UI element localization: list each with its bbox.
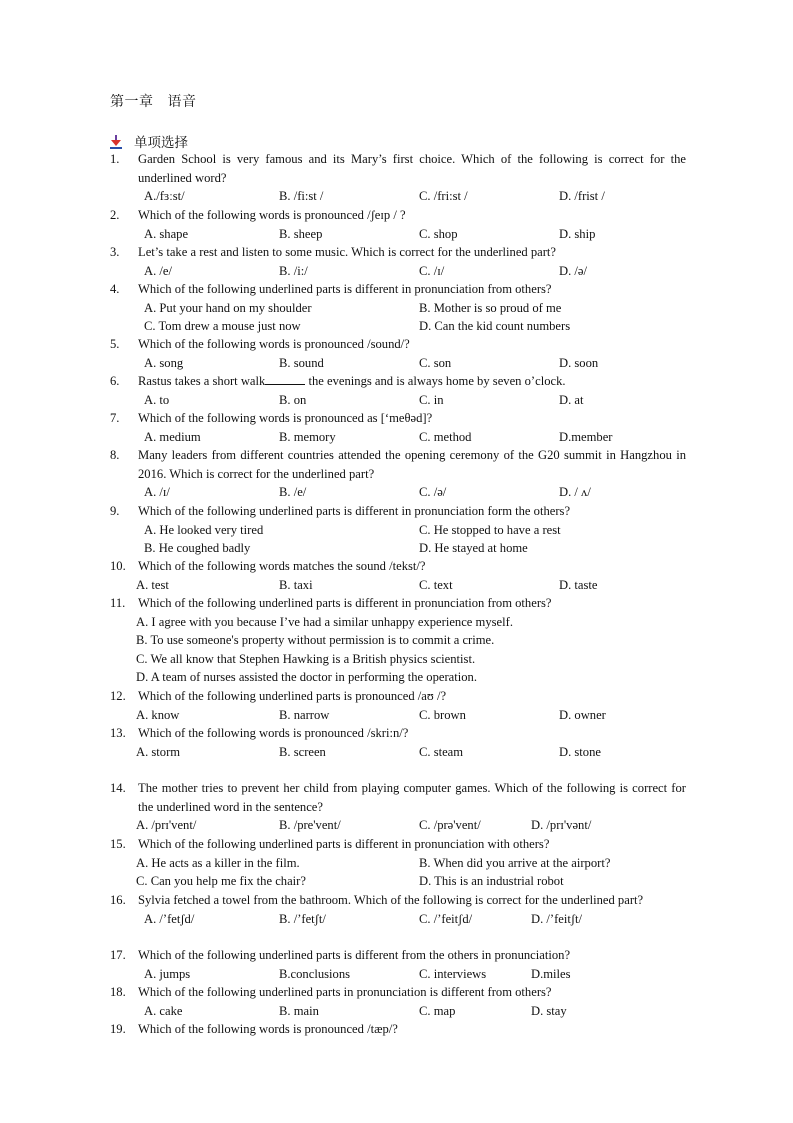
question-16 (110, 891, 686, 928)
question-number: 12. (110, 689, 126, 703)
question-12 (110, 687, 686, 724)
option-a: A. test (136, 577, 169, 592)
option-a: A. cake (144, 1003, 183, 1018)
option-d: D.miles (531, 966, 571, 981)
option-c: C. in (419, 392, 444, 407)
option-a: A. song (144, 355, 184, 370)
option-c: C. /’feitʃd/ (419, 911, 473, 926)
option-c: C. /prə'vent/ (419, 818, 481, 833)
option-c: C. Tom drew a mouse just now (144, 319, 301, 334)
option-d: D. /’feitʃt/ (531, 911, 583, 926)
option-b: B. To use someone's property without permission is to commit a crime. (136, 633, 495, 648)
question-stem: Which of the following underlined parts in pronunciation is different from others? (138, 985, 552, 999)
option-c: C. /ɪ/ (419, 263, 445, 278)
option-a: A. /’fetʃd/ (144, 911, 195, 926)
question-19 (110, 1020, 686, 1039)
option-b: B. He coughed badly (144, 541, 251, 556)
option-c: C. We all know that Stephen Hawking is a British physics scientist. (136, 651, 476, 666)
question-number: 14. (110, 781, 126, 795)
chapter-name: 语音 (167, 95, 197, 110)
question-number: 2. (110, 208, 120, 222)
question-stem: Which of the following words matches the sound /tekst/? (138, 559, 426, 573)
question-7 (110, 409, 686, 446)
option-b: B. main (279, 1003, 319, 1018)
option-c: C. interviews (419, 966, 487, 981)
option-b: B. narrow (279, 707, 330, 722)
question-number: 11. (110, 596, 126, 610)
option-a: A. medium (144, 429, 201, 444)
question-stem (138, 372, 686, 391)
question-stem: Garden School is very famous and its Mary’s first choice. Which of the following is correct for the underlined word? (138, 152, 686, 185)
option-d: D. ship (559, 226, 596, 241)
section-heading (110, 131, 188, 151)
question-number: 17. (110, 948, 126, 962)
option-b: B. taxi (279, 577, 313, 592)
question-1 (110, 150, 686, 206)
stem-part-b: the evenings and is always home by seven o’clock. (305, 374, 566, 388)
question-8 (110, 446, 686, 502)
question-stem: Many leaders from different countries attended the opening ceremony of the G20 summit in Hangzhou in 2016. Which is correct for the underlined part? (138, 448, 686, 481)
question-number: 1. (110, 152, 120, 166)
question-number: 5. (110, 337, 120, 351)
option-a: A. He acts as a killer in the film. (136, 855, 300, 870)
option-d: D. taste (559, 577, 598, 592)
option-b: B. sheep (279, 226, 323, 241)
question-stem: Which of the following words is pronounced /ʃeɪp / ? (138, 208, 406, 222)
section-label: 单项选择 (134, 135, 188, 150)
option-b: B. When did you arrive at the airport? (419, 855, 611, 870)
question-stem: Which of the following underlined parts is different in pronunciation from others? (138, 282, 552, 296)
question-number: 3. (110, 245, 120, 259)
option-b: B. /e/ (279, 485, 307, 500)
option-b: B. /fi:st / (279, 189, 324, 204)
question-number: 15. (110, 837, 126, 851)
option-c: C. /ə/ (419, 485, 447, 500)
option-a: A. He looked very tired (144, 522, 264, 537)
stem-part-a: Rastus takes a short walk (138, 374, 266, 388)
question-5 (110, 335, 686, 372)
option-b: B.conclusions (279, 966, 351, 981)
question-stem: Which of the following words is pronounced /sound/? (138, 337, 410, 351)
question-number: 4. (110, 282, 120, 296)
question-4 (110, 280, 686, 336)
option-b: B. on (279, 392, 307, 407)
option-d: D. A team of nurses assisted the doctor in performing the operation. (136, 670, 478, 685)
option-b: B. /i:/ (279, 263, 308, 278)
question-number: 19. (110, 1022, 126, 1036)
option-b: B. Mother is so proud of me (419, 300, 562, 315)
option-d: D. This is an industrial robot (419, 874, 564, 889)
question-9 (110, 502, 686, 558)
question-number: 9. (110, 504, 120, 518)
option-c: C. method (419, 429, 472, 444)
option-b: B. memory (279, 429, 336, 444)
question-stem: Which of the following underlined parts is different from the others in pronunciation? (138, 948, 571, 962)
question-stem: Which of the following underlined parts is different in pronunciation form the others? (138, 504, 571, 518)
question-number: 16. (110, 893, 126, 907)
option-c: C. shop (419, 226, 458, 241)
option-d: D. /frist / (559, 189, 605, 204)
option-d: D. /ə/ (559, 263, 587, 278)
question-stem: Let’s take a rest and listen to some music. Which is correct for the underlined part? (138, 245, 557, 259)
chapter-title (110, 91, 197, 111)
option-a: A. shape (144, 226, 189, 241)
option-a: A. know (136, 707, 180, 722)
question-stem: Which of the following underlined parts is different in pronunciation with others? (138, 837, 550, 851)
option-a: A. /prɪ'vent/ (136, 818, 197, 833)
option-a: A. jumps (144, 966, 191, 981)
question-13 (110, 724, 686, 761)
question-stem: Which of the following underlined parts is different in pronunciation from others? (138, 596, 552, 610)
option-d: D. /prɪ'vənt/ (531, 818, 592, 833)
option-c: C. Can you help me fix the chair? (136, 874, 306, 889)
question-stem: Sylvia fetched a towel from the bathroom. Which of the following is correct for the underlined part? (138, 893, 644, 907)
option-b: B. /pre'vent/ (279, 818, 341, 833)
option-a: A./fɜːst/ (144, 189, 185, 204)
question-11 (110, 594, 686, 687)
option-b: B. /’fetʃt/ (279, 911, 326, 926)
option-c: C. son (419, 355, 452, 370)
option-d: D. stone (559, 744, 601, 759)
answer-blank (265, 372, 305, 385)
option-c: C. map (419, 1003, 456, 1018)
question-number: 7. (110, 411, 120, 425)
option-a: A. /e/ (144, 263, 172, 278)
option-c: C. /fri:st / (419, 189, 468, 204)
option-a: A. Put your hand on my shoulder (144, 300, 312, 315)
option-d: D. / ʌ/ (559, 485, 591, 500)
option-d: D. at (559, 392, 584, 407)
question-stem: Which of the following underlined parts is pronounced /aʊ /? (138, 689, 447, 703)
question-number: 13. (110, 726, 126, 740)
option-d: D. stay (531, 1003, 567, 1018)
option-d: D. soon (559, 355, 599, 370)
question-14 (110, 779, 686, 835)
question-6 (110, 372, 686, 409)
option-d: D. He stayed at home (419, 541, 528, 556)
question-stem: Which of the following words is pronounced as [‘meθəd]? (138, 411, 433, 425)
question-2 (110, 206, 686, 243)
option-d: D. Can the kid count numbers (419, 319, 571, 334)
option-a: A. storm (136, 744, 181, 759)
question-stem: Which of the following words is pronounced /skri:n/? (138, 726, 409, 740)
question-15 (110, 835, 686, 891)
option-d: D.member (559, 429, 613, 444)
question-18 (110, 983, 686, 1020)
option-c: C. text (419, 577, 453, 592)
question-stem: The mother tries to prevent her child from playing computer games. Which of the following is correct for the underlined word in the sentence? (138, 781, 686, 814)
question-3 (110, 243, 686, 280)
question-number: 6. (110, 374, 120, 388)
question-10 (110, 557, 686, 594)
option-a: A. I agree with you because I’ve had a similar unhappy experience myself. (136, 614, 513, 629)
option-c: C. brown (419, 707, 466, 722)
option-a: A. /ɪ/ (144, 485, 170, 500)
option-a: A. to (144, 392, 170, 407)
chapter-number: 第一章 (110, 95, 154, 110)
question-number: 8. (110, 448, 120, 462)
question-17 (110, 946, 686, 983)
option-b: B. sound (279, 355, 324, 370)
question-number: 10. (110, 559, 126, 573)
option-c: C. steam (419, 744, 464, 759)
arrow-bullet-icon (110, 135, 122, 149)
option-b: B. screen (279, 744, 326, 759)
option-c: C. He stopped to have a rest (419, 522, 561, 537)
question-stem: Which of the following words is pronounced /tæp/? (138, 1022, 398, 1036)
question-number: 18. (110, 985, 126, 999)
option-d: D. owner (559, 707, 606, 722)
